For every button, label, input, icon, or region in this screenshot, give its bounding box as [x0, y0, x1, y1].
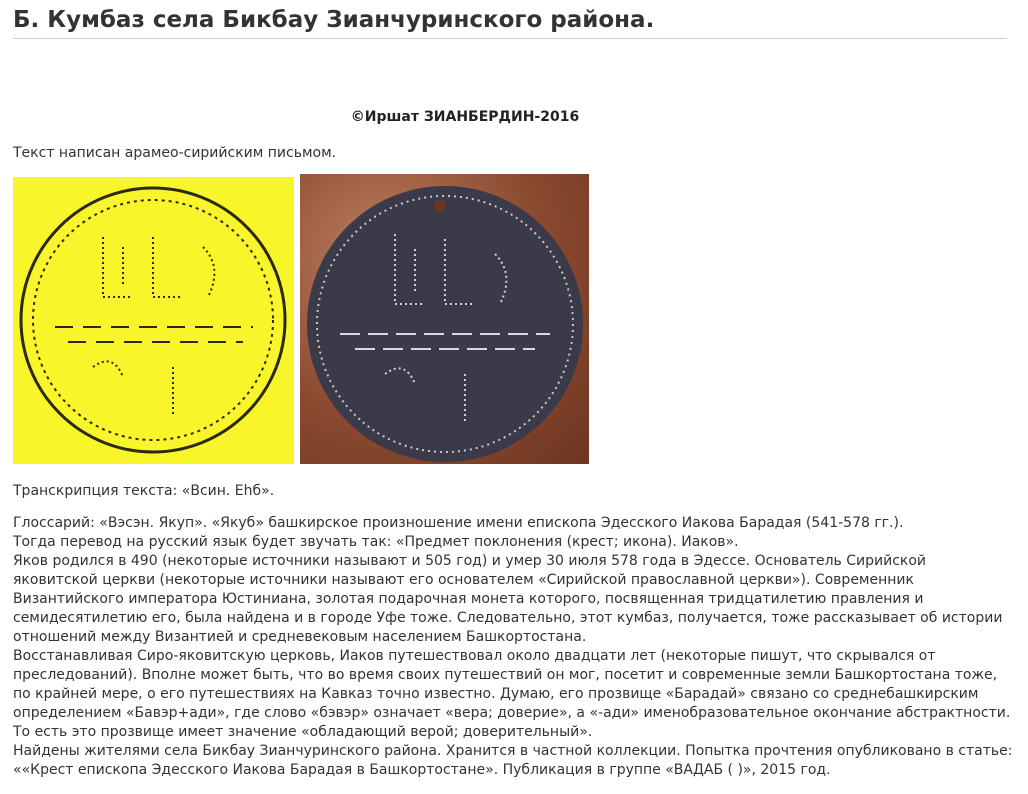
coin-drawing-image [13, 177, 294, 464]
article-body [13, 514, 1013, 780]
paragraph: Яков родился в 490 (некоторые источники называют и 505 год) и умер 30 июля 578 года в Эдессе. Основатель Сирийской яковитской церкви (некоторые источники называют его основателем «Сирийской православной церкви»). Современник Византийского императора Юстиниана, золотая подарочная монета которого, посвященная тридцатилетию правления и семидесятилетию его, была найдена и в городе Уфе тоже. Следовательно, этот кумбаз, получается, тоже рассказывает об истории отношений между Византией и средневековым населением Башкортостана. [13, 553, 1003, 645]
paragraph: Найдены жителями села Бикбау Зианчуринского района. Хранится в частной коллекции. Попытка прочтения опубликовано в статье: ««Крест епископа Эдесского Иакова Барадая в Башкортостане». Публикация в группе «ВАДАБ ( )», 2015 год. [13, 743, 1013, 778]
intro-text: Текст написан арамео-сирийским письмом. [13, 145, 337, 161]
coin-photo-image [300, 174, 589, 464]
paragraph: Восстанавливая Сиро-яковитскую церковь, Иаков путешествовал около двадцати лет (некоторые пишут, что скрывался от преследований). Вполне может быть, что во время своих путешествий он мог, посетит и современные земли Башкортостана тоже, по крайней мере, о его путешествиях на Кавказ точно известно. Думаю, его прозвище «Барадай» связано со среднебашкирским определением «Бавэр+ади», где слово «бэвэр» означает «вера; доверие», а «-ади» именобразовательное окончание абстрактности. То есть это прозвище имеет значение «обладающий верой; доверительный». [13, 648, 1011, 740]
paragraph: Тогда перевод на русский язык будет звучать так: «Предмет поклонения (крест; икона). Иаков». [13, 534, 739, 550]
copyright-line: ©Иршат ЗИАНБЕРДИН-2016 [350, 109, 580, 125]
paragraph: Глоссарий: «Вэсэн. Якуп». «Якуб» башкирское произношение имени епископа Эдесского Иакова Барадая (541-578 гг.). [13, 515, 904, 531]
page-title: Б. Кумбаз села Бикбау Зианчуринского района. [13, 6, 1007, 39]
transcription-text: Транскрипция текста: «Всин. Еhб». [13, 483, 275, 499]
